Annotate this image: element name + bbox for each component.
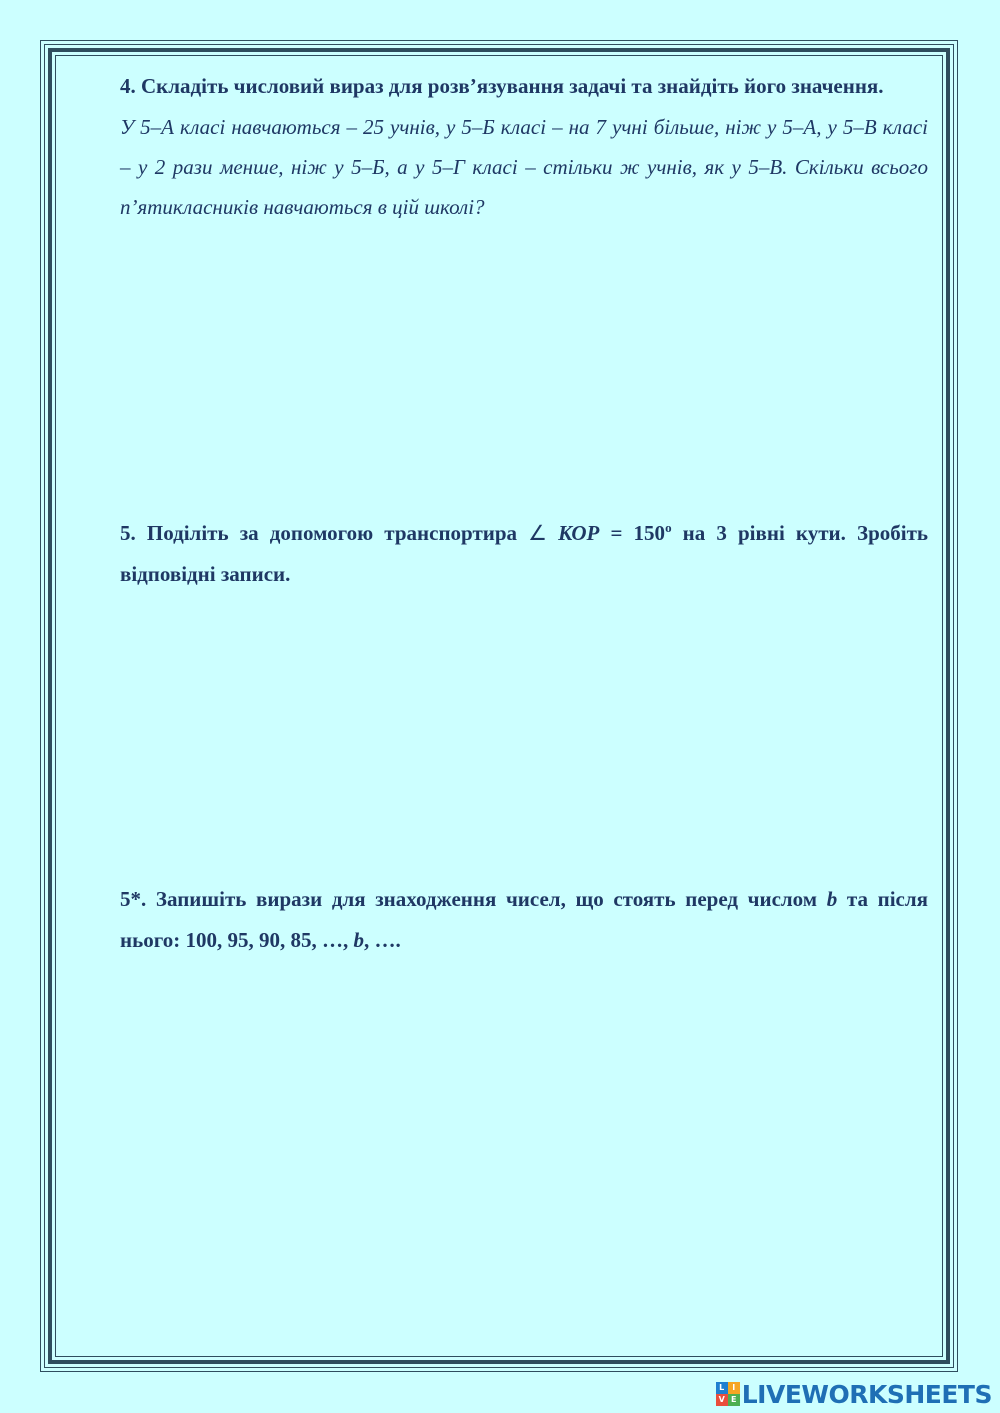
- task-5-star-title: [120, 879, 928, 961]
- task-5-star-title-middle: та після нього: 100, 95, 90, 85, …,: [120, 887, 928, 952]
- task-5-title-end: на 3 рівні кути. Зробіть відповідні записи.: [120, 521, 929, 586]
- page-border: [40, 40, 958, 1372]
- liveworksheets-logo-icon: [716, 1382, 740, 1406]
- task-4: [120, 66, 928, 227]
- task-4-title: 4. Складіть числовий вираз для розв’язування задачі та знайдіть його значення.: [120, 74, 884, 98]
- angle-name: КОР: [546, 521, 600, 545]
- angle-value: = 150: [599, 521, 666, 545]
- logo-letter-i: I: [728, 1382, 740, 1394]
- task-5-star-title-start: 5*. Запишіть вирази для знаходження чисел, що стоять перед числом: [120, 887, 827, 911]
- task-5-title: [120, 513, 928, 595]
- task-5-star: [120, 879, 928, 961]
- logo-letter-e: E: [728, 1394, 740, 1406]
- angle-icon: ∠: [528, 521, 547, 545]
- liveworksheets-logo-text: LIVEWORKSHEETS: [741, 1379, 992, 1409]
- page-border-line-4: [55, 55, 943, 1357]
- task-5-title-start: 5. Поділіть за допомогою транспортира: [120, 521, 529, 545]
- logo-letter-v: V: [716, 1394, 728, 1406]
- degree-sign: о: [665, 520, 672, 535]
- liveworksheets-logo: [716, 1379, 992, 1409]
- task-4-text: У 5–А класі навчаються – 25 учнів, у 5–Б класі – на 7 учні більше, ніж у 5–А, у 5–В класі – у 2 рази менше, ніж у 5–Б, а у 5–Г класі – стільки ж учнів, як у 5–В. Скільки всього п’ятикласників навчаються в цій школі?: [120, 115, 928, 219]
- logo-letter-l: L: [716, 1382, 728, 1394]
- task-5: [120, 513, 928, 595]
- task-5-star-title-end: , ….: [363, 928, 401, 952]
- variable-b-sequence: b: [353, 928, 364, 952]
- variable-b: b: [826, 887, 838, 911]
